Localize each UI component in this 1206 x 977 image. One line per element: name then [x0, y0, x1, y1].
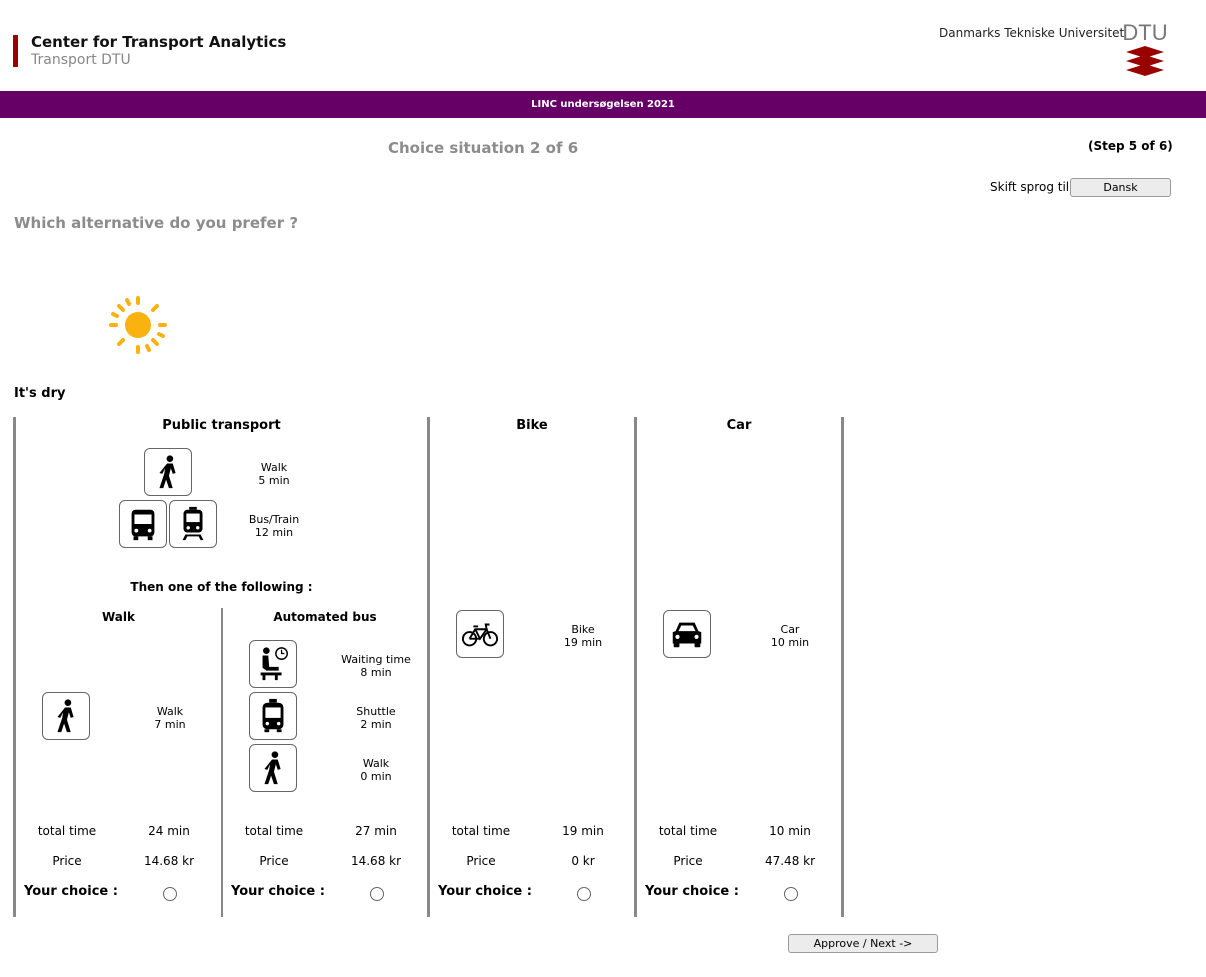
walk-leg-label: Walk 0 min: [360, 757, 392, 783]
walk-label: Walk 5 min: [258, 461, 290, 487]
walk-leg-label: Walk 7 min: [154, 705, 186, 731]
sun-icon: [108, 295, 168, 355]
price-label: Price: [52, 854, 82, 868]
brand-subtitle: Transport DTU: [31, 52, 131, 68]
walk-icon: [249, 744, 297, 792]
total-time-value: 27 min: [355, 824, 397, 838]
bike-leg-label: Bike 19 min: [563, 623, 603, 649]
language-button[interactable]: Dansk: [1070, 178, 1171, 197]
your-choice-label: Your choice :: [438, 884, 532, 899]
price-value: 14.68 kr: [143, 854, 195, 868]
car-icon: [663, 610, 711, 658]
column-divider: [221, 608, 223, 917]
then-following-text: Then one of the following :: [130, 580, 313, 594]
total-time-value: 19 min: [562, 824, 604, 838]
total-time-value: 24 min: [148, 824, 190, 838]
train-icon: [169, 500, 217, 548]
dtu-logo: [1124, 20, 1166, 80]
total-time-label: total time: [37, 824, 97, 838]
choice-radio-car[interactable]: [784, 887, 798, 901]
bus-icon: [119, 500, 167, 548]
bus-train-label: Bus/Train 12 min: [248, 513, 300, 539]
university-name: Danmarks Tekniske Universitet: [939, 26, 1125, 40]
choice-radio-walk[interactable]: [163, 887, 177, 901]
shuttle-label: Shuttle 2 min: [356, 705, 396, 731]
total-time-label: total time: [244, 824, 304, 838]
step-indicator: (Step 5 of 6): [1088, 139, 1173, 153]
column-divider: [634, 417, 637, 917]
column-divider: [13, 417, 16, 917]
waiting-icon: [249, 640, 297, 688]
your-choice-label: Your choice :: [231, 884, 325, 899]
choice-radio-bike[interactable]: [577, 887, 591, 901]
total-time-value: 10 min: [769, 824, 811, 838]
price-value: 47.48 kr: [764, 854, 816, 868]
price-label: Price: [259, 854, 289, 868]
choice-situation-heading: Choice situation 2 of 6: [388, 139, 579, 157]
price-value: 14.68 kr: [350, 854, 402, 868]
option-walk-title: Walk: [102, 610, 135, 624]
waiting-time-label: Waiting time 8 min: [341, 653, 411, 679]
option-automated-bus-title: Automated bus: [273, 610, 377, 624]
bike-title: Bike: [516, 418, 548, 433]
weather-text: It's dry: [14, 386, 66, 401]
total-time-label: total time: [658, 824, 718, 838]
walk-icon: [42, 692, 90, 740]
total-time-label: total time: [451, 824, 511, 838]
choice-radio-automated-bus[interactable]: [370, 887, 384, 901]
bicycle-icon: [456, 610, 504, 658]
brand-accent-bar: [13, 35, 18, 67]
survey-title: LINC undersøgelsen 2021: [531, 99, 675, 110]
price-value: 0 kr: [571, 854, 595, 868]
car-leg-label: Car 10 min: [770, 623, 810, 649]
price-label: Price: [673, 854, 703, 868]
brand-title: Center for Transport Analytics: [31, 33, 287, 51]
shuttle-icon: [249, 692, 297, 740]
your-choice-label: Your choice :: [24, 884, 118, 899]
language-label: Skift sprog til: [990, 180, 1070, 194]
car-title: Car: [726, 418, 752, 433]
price-label: Price: [466, 854, 496, 868]
approve-next-button[interactable]: Approve / Next ->: [788, 934, 938, 953]
svg-text:DTU: DTU: [1124, 20, 1166, 45]
walk-icon: [144, 448, 192, 496]
question-heading: Which alternative do you prefer ?: [14, 214, 299, 232]
public-transport-title: Public transport: [162, 418, 281, 433]
your-choice-label: Your choice :: [645, 884, 739, 899]
column-divider: [841, 417, 844, 917]
